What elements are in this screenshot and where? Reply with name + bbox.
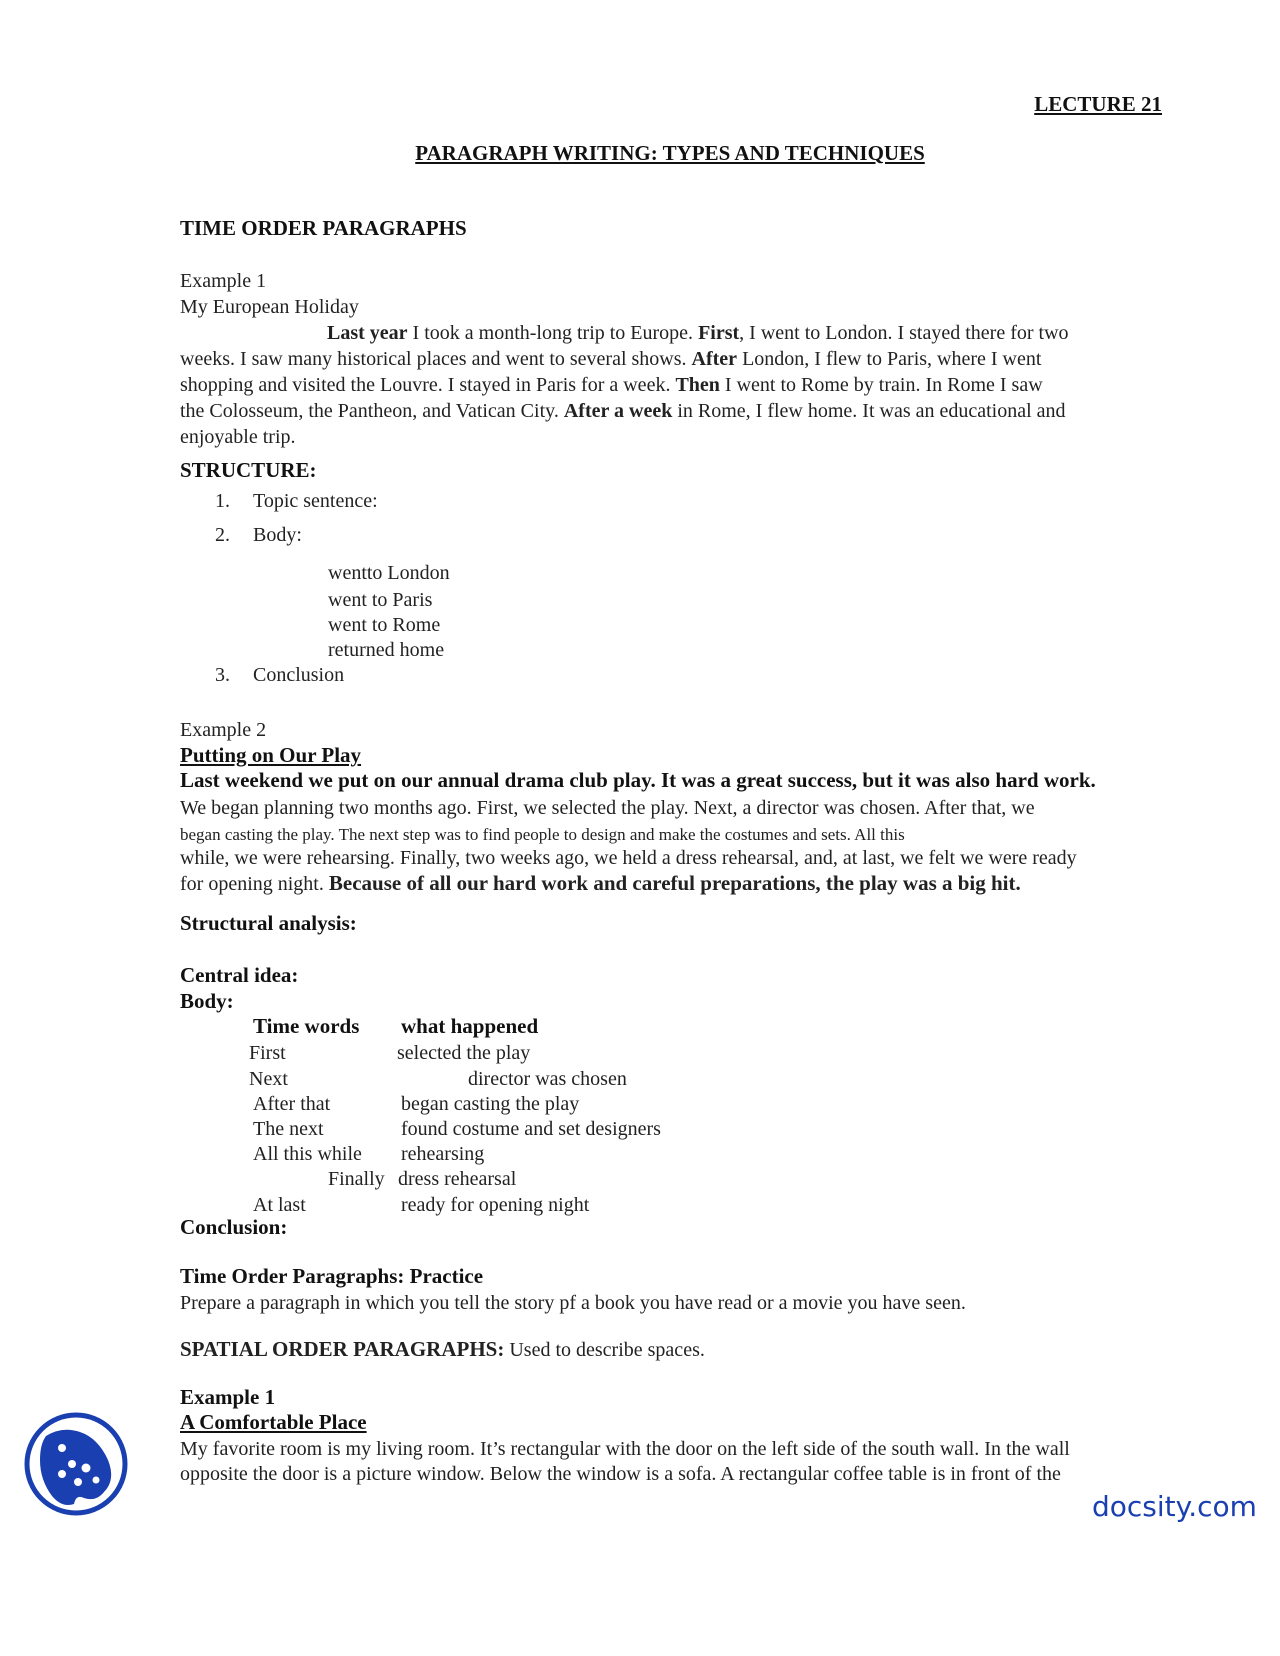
example2-line: began casting the play. The next step was to find people to design and make the costumes and sets. All this xyxy=(180,825,905,844)
body-item: returned home xyxy=(328,639,445,661)
text: I took a month-long trip to Europe. xyxy=(407,322,699,344)
list-item-body: Body: xyxy=(253,524,302,546)
practice-heading: Time Order Paragraphs: Practice xyxy=(180,1264,484,1288)
event: ready for opening night xyxy=(401,1194,590,1216)
example1-paragraph xyxy=(180,320,1165,450)
list-number: 1. xyxy=(215,490,230,512)
text: I went to Rome by train. In Rome I saw xyxy=(719,374,1043,396)
example2-line: while, we were rehearsing. Finally, two weeks ago, we held a dress rehearsal, and, at last, we felt we were ready xyxy=(180,847,1077,869)
structure-heading: STRUCTURE: xyxy=(180,458,317,482)
central-idea-label: Central idea: xyxy=(180,963,299,987)
section-heading-time-order: TIME ORDER PARAGRAPHS xyxy=(180,216,467,240)
conclusion-label: Conclusion: xyxy=(180,1215,288,1239)
list-item-conclusion: Conclusion xyxy=(253,664,345,686)
time-word: Next xyxy=(249,1068,288,1090)
lecture-number: LECTURE 21 xyxy=(1034,92,1162,116)
text: London, I flew to Paris, where I went xyxy=(737,348,1042,370)
body-item: went to Rome xyxy=(328,614,441,636)
example2-lead: Last weekend we put on our annual drama club play. It was a great success, but it was also hard work. xyxy=(180,768,1096,792)
spatial-line: My favorite room is my living room. It’s rectangular with the door on the left side of the south wall. In the wall xyxy=(180,1438,1070,1460)
body-item: wentto London xyxy=(328,562,450,584)
text: in Rome, I flew home. It was an educational and xyxy=(672,400,1066,422)
docsity-watermark: docsity.com xyxy=(1092,1490,1257,1523)
text: the Colosseum, the Pantheon, and Vatican City. xyxy=(180,400,564,422)
list-number: 3. xyxy=(215,664,230,686)
text: , I went to London. I stayed there for two xyxy=(739,322,1069,344)
event: rehearsing xyxy=(401,1143,485,1165)
docsity-logo-icon xyxy=(22,1410,130,1518)
time-word: After that xyxy=(253,1093,331,1115)
column-header-time-words: Time words xyxy=(253,1014,360,1038)
list-item-topic: Topic sentence: xyxy=(253,490,378,512)
spatial-example-label: Example 1 xyxy=(180,1385,276,1409)
time-word: All this while xyxy=(253,1143,362,1165)
time-word: At last xyxy=(253,1194,306,1216)
text: weeks. I saw many historical places and went to several shows. xyxy=(180,348,692,370)
text: enjoyable trip. xyxy=(180,426,296,448)
list-number: 2. xyxy=(215,524,230,546)
text: Used to describe spaces. xyxy=(504,1339,705,1361)
example1-title: My European Holiday xyxy=(180,296,359,318)
emph-then: Then xyxy=(675,374,720,396)
example2-line: We began planning two months ago. First, we selected the play. Next, a director was chosen. After that, we xyxy=(180,797,1035,819)
column-header-what-happened: what happened xyxy=(401,1014,539,1038)
time-word: The next xyxy=(253,1118,324,1140)
spatial-heading-line xyxy=(180,1336,705,1363)
spatial-heading: SPATIAL ORDER PARAGRAPHS: xyxy=(180,1337,505,1361)
text: shopping and visited the Louvre. I stayed in Paris for a week. xyxy=(180,374,676,396)
time-word: Finally xyxy=(328,1168,385,1190)
emph-after-a-week: After a week xyxy=(563,400,673,422)
body-item: went to Paris xyxy=(328,589,433,611)
example2-label: Example 2 xyxy=(180,719,267,741)
event: selected the play xyxy=(397,1042,531,1064)
example2-conclusion-sentence: Because of all our hard work and careful preparations, the play was a big hit. xyxy=(328,871,1021,895)
emph-after: After xyxy=(691,348,738,370)
spatial-example-title: A Comfortable Place xyxy=(180,1410,367,1434)
example1-label: Example 1 xyxy=(180,270,267,292)
text: for opening night. xyxy=(180,873,329,895)
event: director was chosen xyxy=(468,1068,627,1090)
emph-last-year: Last year xyxy=(327,322,408,344)
analysis-heading: Structural analysis: xyxy=(180,911,357,935)
example2-title: Putting on Our Play xyxy=(180,743,362,767)
event: found costume and set designers xyxy=(401,1118,661,1140)
event: began casting the play xyxy=(401,1093,580,1115)
event: dress rehearsal xyxy=(398,1168,517,1190)
spatial-line: opposite the door is a picture window. Below the window is a sofa. A rectangular coffee table is in front of the xyxy=(180,1463,1061,1485)
emph-first: First xyxy=(698,322,740,344)
example2-line xyxy=(180,870,1021,897)
time-word: First xyxy=(249,1042,286,1064)
body-label: Body: xyxy=(180,989,234,1013)
practice-text: Prepare a paragraph in which you tell the story pf a book you have read or a movie you have seen. xyxy=(180,1292,966,1314)
page-title: PARAGRAPH WRITING: TYPES AND TECHNIQUES xyxy=(415,141,925,165)
